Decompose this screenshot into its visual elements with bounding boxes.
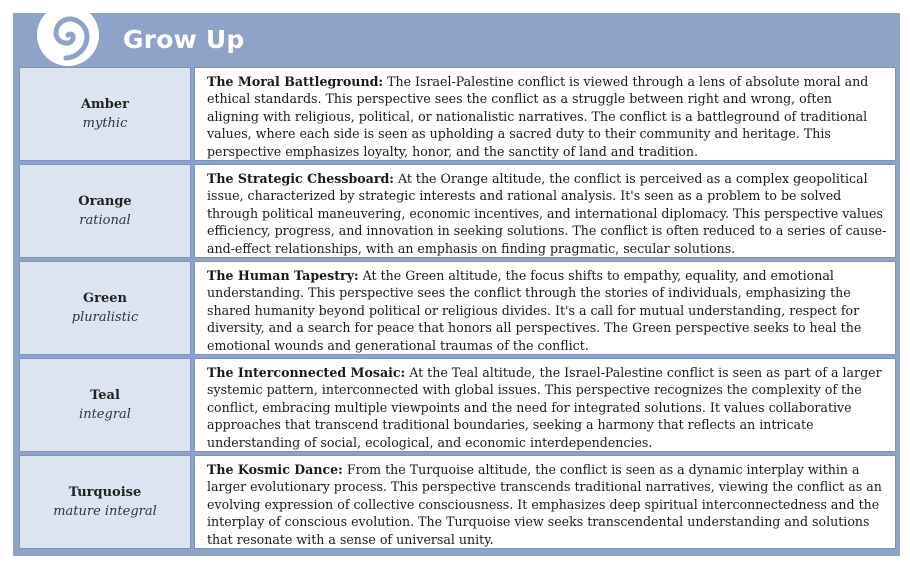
row-description (194, 455, 896, 549)
description-heading: The Interconnected Mosaic: (207, 365, 406, 380)
altitude-name: Green (83, 291, 127, 306)
row-description (194, 261, 896, 355)
description-heading: The Human Tapestry: (207, 268, 359, 283)
altitude-level: integral (79, 407, 131, 422)
table-row (19, 358, 896, 452)
row-label (19, 358, 191, 452)
description-text: At the Teal altitude, the Israel-Palestine conflict is seen as part of a larger systemic pattern, interconnected with global issues. This perspective recognizes the complexity of the conflict, embracing multiple viewpoints and the need for integrated solutions. It values collaborative approaches that transcend traditional boundaries, seeking a harmony that reflects an intricate understanding of social, ecological, and economic interdependencies. (207, 365, 882, 450)
spiral-icon (37, 4, 99, 66)
description-heading: The Moral Battleground: (207, 74, 384, 89)
row-description (194, 164, 896, 258)
altitude-name: Orange (78, 194, 132, 209)
altitude-level: rational (79, 213, 131, 228)
altitude-level: pluralistic (71, 310, 139, 325)
row-description (194, 358, 896, 452)
table-row (19, 164, 896, 258)
altitude-level: mature integral (53, 504, 157, 519)
description-text: From the Turquoise altitude, the conflict is seen as a dynamic interplay within a larger evolutionary process. This perspective transcends traditional narratives, viewing the conflict as an evolving expression of collective consciousness. It emphasizes deep spiritual interconnectedness and the interplay of conscious evolution. The Turquoise view seeks transcendental understanding and solutions that resonate with a sense of universal unity. (207, 462, 882, 547)
altitude-level: mythic (82, 116, 128, 131)
row-description (194, 67, 896, 161)
row-label (19, 455, 191, 549)
description-text: At the Green altitude, the focus shifts to empathy, equality, and emotional understanding. This perspective sees the conflict through the stories of individuals, emphasizing the shared humanity beyond political or religious divides. It's a call for mutual understanding, respect for diversity, and a search for peace that honors all perspectives. The Green perspective seeks to heal the emotional wounds and generational traumas of the conflict. (207, 268, 862, 353)
row-label (19, 164, 191, 258)
description-text: At the Orange altitude, the conflict is perceived as a complex geopolitical issue, characterized by strategic interests and rational analysis. It's seen as a problem to be solved through political maneuvering, economic incentives, and international diplomacy. This perspective values efficiency, progress, and innovation in seeking solutions. The conflict is often reduced to a series of cause-and-effect relationships, with an emphasis on finding pragmatic, secular solutions. (207, 171, 887, 256)
description-heading: The Strategic Chessboard: (207, 171, 394, 186)
altitude-name: Amber (80, 97, 130, 112)
row-label (19, 67, 191, 161)
altitude-name: Teal (90, 388, 120, 403)
header-bar (13, 13, 900, 67)
altitude-name: Turquoise (68, 485, 142, 500)
table-row (19, 455, 896, 549)
page-title: Grow Up (123, 25, 245, 54)
description-heading: The Kosmic Dance: (207, 462, 343, 477)
table-row (19, 261, 896, 355)
description-text: The Israel-Palestine conflict is viewed through a lens of absolute moral and ethical standards. This perspective sees the conflict as a struggle between right and wrong, often aligning with religious, political, or nationalistic narratives. The conflict is a battleground of traditional values, where each side is seen as upholding a sacred duty to their community and heritage. This perspective emphasizes loyalty, honor, and the sanctity of land and tradition. (207, 74, 869, 159)
table-row (19, 67, 896, 161)
row-label (19, 261, 191, 355)
